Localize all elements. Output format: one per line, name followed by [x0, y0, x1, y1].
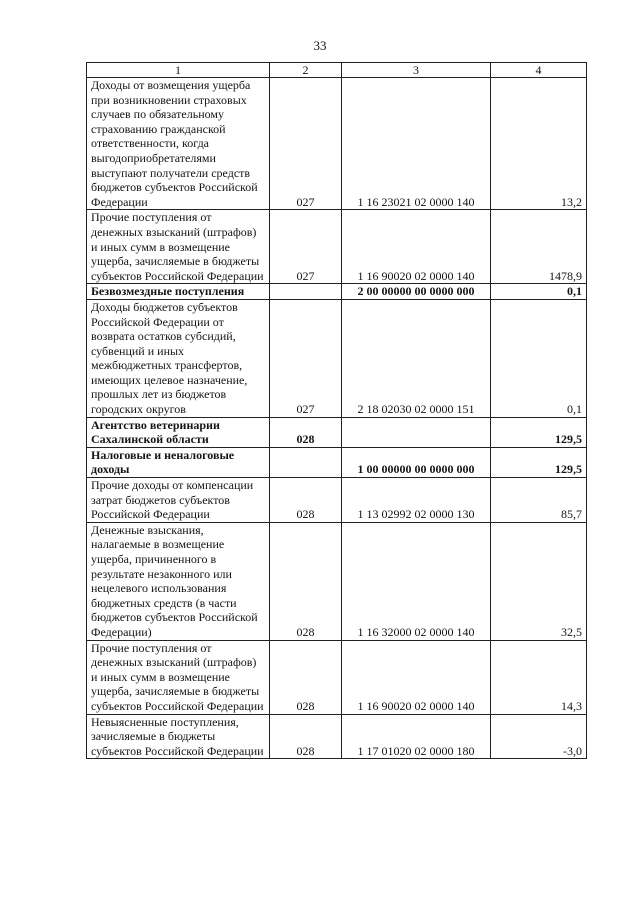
row-name-cell: Агентство ветеринарии Сахалинской области — [87, 417, 270, 447]
column-header-3: 3 — [342, 63, 491, 78]
row-name-cell: Доходы от возмещения ущерба при возникновении страховых случаев по обязательному страхованию гражданской ответственности, когда выгодоприобретателями выступают получатели средств бюджетов субъектов Российской Федерации — [87, 78, 270, 210]
row-name-cell: Прочие доходы от компенсации затрат бюджетов субъектов Российской Федерации — [87, 478, 270, 523]
row-kbk-cell: 1 00 00000 00 0000 000 — [342, 447, 491, 477]
column-header-1: 1 — [87, 63, 270, 78]
row-sum-cell: 0,1 — [491, 299, 587, 417]
row-sum-cell: 32,5 — [491, 522, 587, 640]
page-number: 33 — [313, 38, 327, 53]
row-kbk-cell: 2 00 00000 00 0000 000 — [342, 284, 491, 300]
row-name-cell: Налоговые и неналоговые доходы — [87, 447, 270, 477]
row-kbk-cell: 1 16 23021 02 0000 140 — [342, 78, 491, 210]
row-sum-cell: 85,7 — [491, 478, 587, 523]
row-kbk-cell: 2 18 02030 02 0000 151 — [342, 299, 491, 417]
row-code-cell: 027 — [270, 78, 342, 210]
row-sum-cell: 1478,9 — [491, 210, 587, 284]
column-header-2: 2 — [270, 63, 342, 78]
row-kbk-cell: 1 13 02992 02 0000 130 — [342, 478, 491, 523]
row-code-cell: 028 — [270, 640, 342, 714]
row-name-cell: Прочие поступления от денежных взысканий (штрафов) и иных сумм в возмещение ущерба, зачисляемые в бюджеты субъектов Российской Федерации — [87, 640, 270, 714]
row-kbk-cell: 1 16 32000 02 0000 140 — [342, 522, 491, 640]
table-row — [87, 714, 587, 759]
row-name-cell: Прочие поступления от денежных взысканий (штрафов) и иных сумм в возмещение ущерба, зачисляемые в бюджеты субъектов Российской Федерации — [87, 210, 270, 284]
row-name-cell: Невыясненные поступления, зачисляемые в бюджеты субъектов Российской Федерации — [87, 714, 270, 759]
budget-revenue-table — [86, 62, 587, 759]
table-row — [87, 640, 587, 714]
row-name-cell: Денежные взыскания, налагаемые в возмещение ущерба, причиненного в результате незаконного или нецелевого использования бюджетных средств (в части бюджетов субъектов Российской Федерации) — [87, 522, 270, 640]
table-row — [87, 478, 587, 523]
row-name-cell: Доходы бюджетов субъектов Российской Федерации от возврата остатков субсидий, субвенций и иных межбюджетных трансфертов, имеющих целевое назначение, прошлых лет из бюджетов городских округов — [87, 299, 270, 417]
row-sum-cell: 129,5 — [491, 447, 587, 477]
row-sum-cell: 13,2 — [491, 78, 587, 210]
row-sum-cell: 0,1 — [491, 284, 587, 300]
row-code-cell — [270, 447, 342, 477]
table-body — [87, 78, 587, 759]
table-row — [87, 417, 587, 447]
row-code-cell: 028 — [270, 714, 342, 759]
row-code-cell: 027 — [270, 210, 342, 284]
row-sum-cell: 14,3 — [491, 640, 587, 714]
table-row — [87, 447, 587, 477]
row-kbk-cell: 1 16 90020 02 0000 140 — [342, 640, 491, 714]
table-header-row — [87, 63, 587, 78]
table-row — [87, 299, 587, 417]
row-code-cell: 028 — [270, 478, 342, 523]
row-kbk-cell: 1 16 90020 02 0000 140 — [342, 210, 491, 284]
row-code-cell — [270, 284, 342, 300]
row-sum-cell: 129,5 — [491, 417, 587, 447]
row-kbk-cell — [342, 417, 491, 447]
row-kbk-cell: 1 17 01020 02 0000 180 — [342, 714, 491, 759]
row-name-cell: Безвозмездные поступления — [87, 284, 270, 300]
row-code-cell: 028 — [270, 522, 342, 640]
row-code-cell: 027 — [270, 299, 342, 417]
table-row — [87, 210, 587, 284]
table-row — [87, 78, 587, 210]
row-code-cell: 028 — [270, 417, 342, 447]
column-header-4: 4 — [491, 63, 587, 78]
table-row — [87, 522, 587, 640]
table-row — [87, 284, 587, 300]
row-sum-cell: -3,0 — [491, 714, 587, 759]
